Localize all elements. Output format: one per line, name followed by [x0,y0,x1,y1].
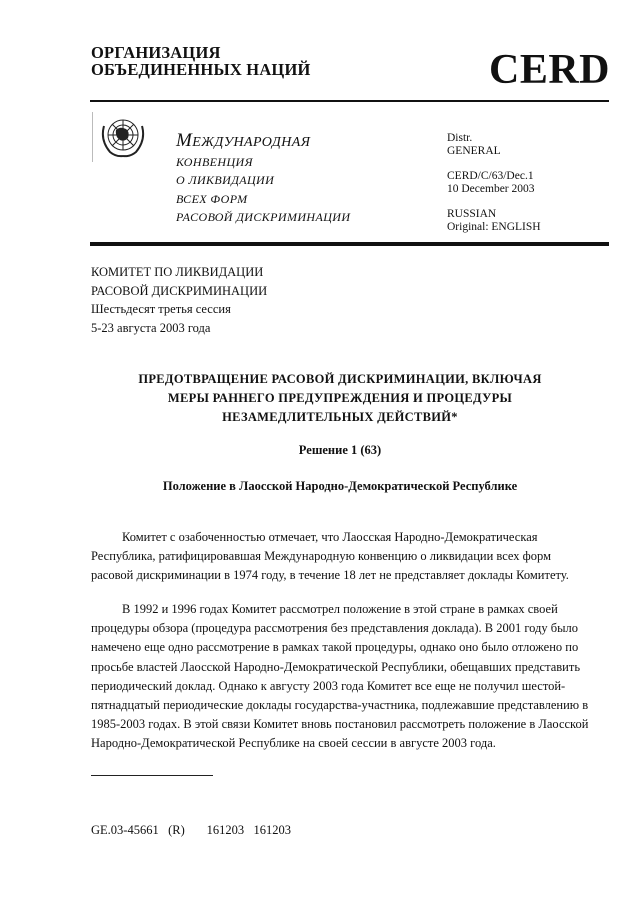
paragraph-text: В 1992 и 1996 годах Комитет рассмотрел положение в этой стране в рамках своей процедуры обзора (процедура рассмотрения без представления доклада). В 2001 году было намечено еще одно рассмотрение в рамках такой процедуры, однако оно было отложено по просьбе властей Лаосской Народно-Демократической Республики, обещавших представить периодический доклад. Однако к августу 2003 года Комитет все еще не получил шестой-пятнадцатый периодические доклады государства-участника, подлежавшие представлению в 1985-2003 годах. В этой связи Комитет вновь постановил рассмотреть положение в Лаосской Народно-Демократической Республике на своей сессии в августе 2003 года. [91,602,589,751]
distr-label: Distr. [447,132,473,144]
footnote-separator [91,775,213,776]
organization-line-1: ОРГАНИЗАЦИЯ [91,43,221,62]
paragraph-1 [91,528,596,586]
convention-line-2: КОНВЕНЦИЯ [176,154,253,169]
convention-title [176,132,350,227]
doc-date: 10 December 2003 [447,182,535,195]
header-thick-divider [90,242,609,246]
title-line-3: НЕЗАМЕДЛИТЕЛЬНЫХ ДЕЙСТВИЙ* [222,410,458,424]
document-subtitle: Положение в Лаосской Народно-Демократической Республике [162,479,518,493]
document-symbol-heading: CERD [488,47,610,93]
job-number: GE.03-45661 (R) 161203 161203 [91,823,291,837]
convention-line-5: РАСОВОЙ ДИСКРИМИНАЦИИ [176,210,351,225]
organization-line-2: ОБЪЕДИНЕННЫХ НАЦИЙ [91,60,311,79]
committee-session: Шестьдесят третья сессия [91,302,231,316]
committee-line-1: КОМИТЕТ ПО ЛИКВИДАЦИИ [91,265,264,279]
distribution-block [447,132,541,234]
doc-symbol: CERD/C/63/Dec.1 [447,170,534,183]
logo-border [92,112,93,162]
doc-language: RUSSIAN [447,208,497,221]
paragraph-text: Комитет с озабоченностью отмечает, что Лаосская Народно-Демократическая Республика, ратифицировавшая Международную конвенцию о ликвидации всех форм расовой дискриминации в 1974 году, в течение 18 лет не представляет доклады Комитету. [91,530,569,583]
doc-original: Original: ENGLISH [447,220,541,233]
paragraph-2 [91,600,596,754]
committee-dates: 5-23 августа 2003 года [91,320,211,335]
committee-line-2: РАСОВОЙ ДИСКРИМИНАЦИИ [91,283,268,298]
header-divider [90,100,609,102]
committee-block [91,263,267,337]
decision-number: Решение 1 (63) [298,443,382,457]
title-line-1: ПРЕДОТВРАЩЕНИЕ РАСОВОЙ ДИСКРИМИНАЦИИ, ВКЛЮЧАЯ [138,372,542,386]
un-emblem-icon [96,112,150,162]
title-line-2: МЕРЫ РАННЕГО ПРЕДУПРЕЖДЕНИЯ И ПРОЦЕДУРЫ [167,391,513,405]
organization-name [91,44,311,78]
convention-line-3: О ЛИКВИДАЦИИ [176,173,275,188]
convention-line-4: ВСЕХ ФОРМ [176,191,248,206]
document-title [90,370,590,427]
distr-value: GENERAL [447,144,501,157]
convention-line-1: МЕЖДУНАРОДНАЯ [176,130,311,151]
